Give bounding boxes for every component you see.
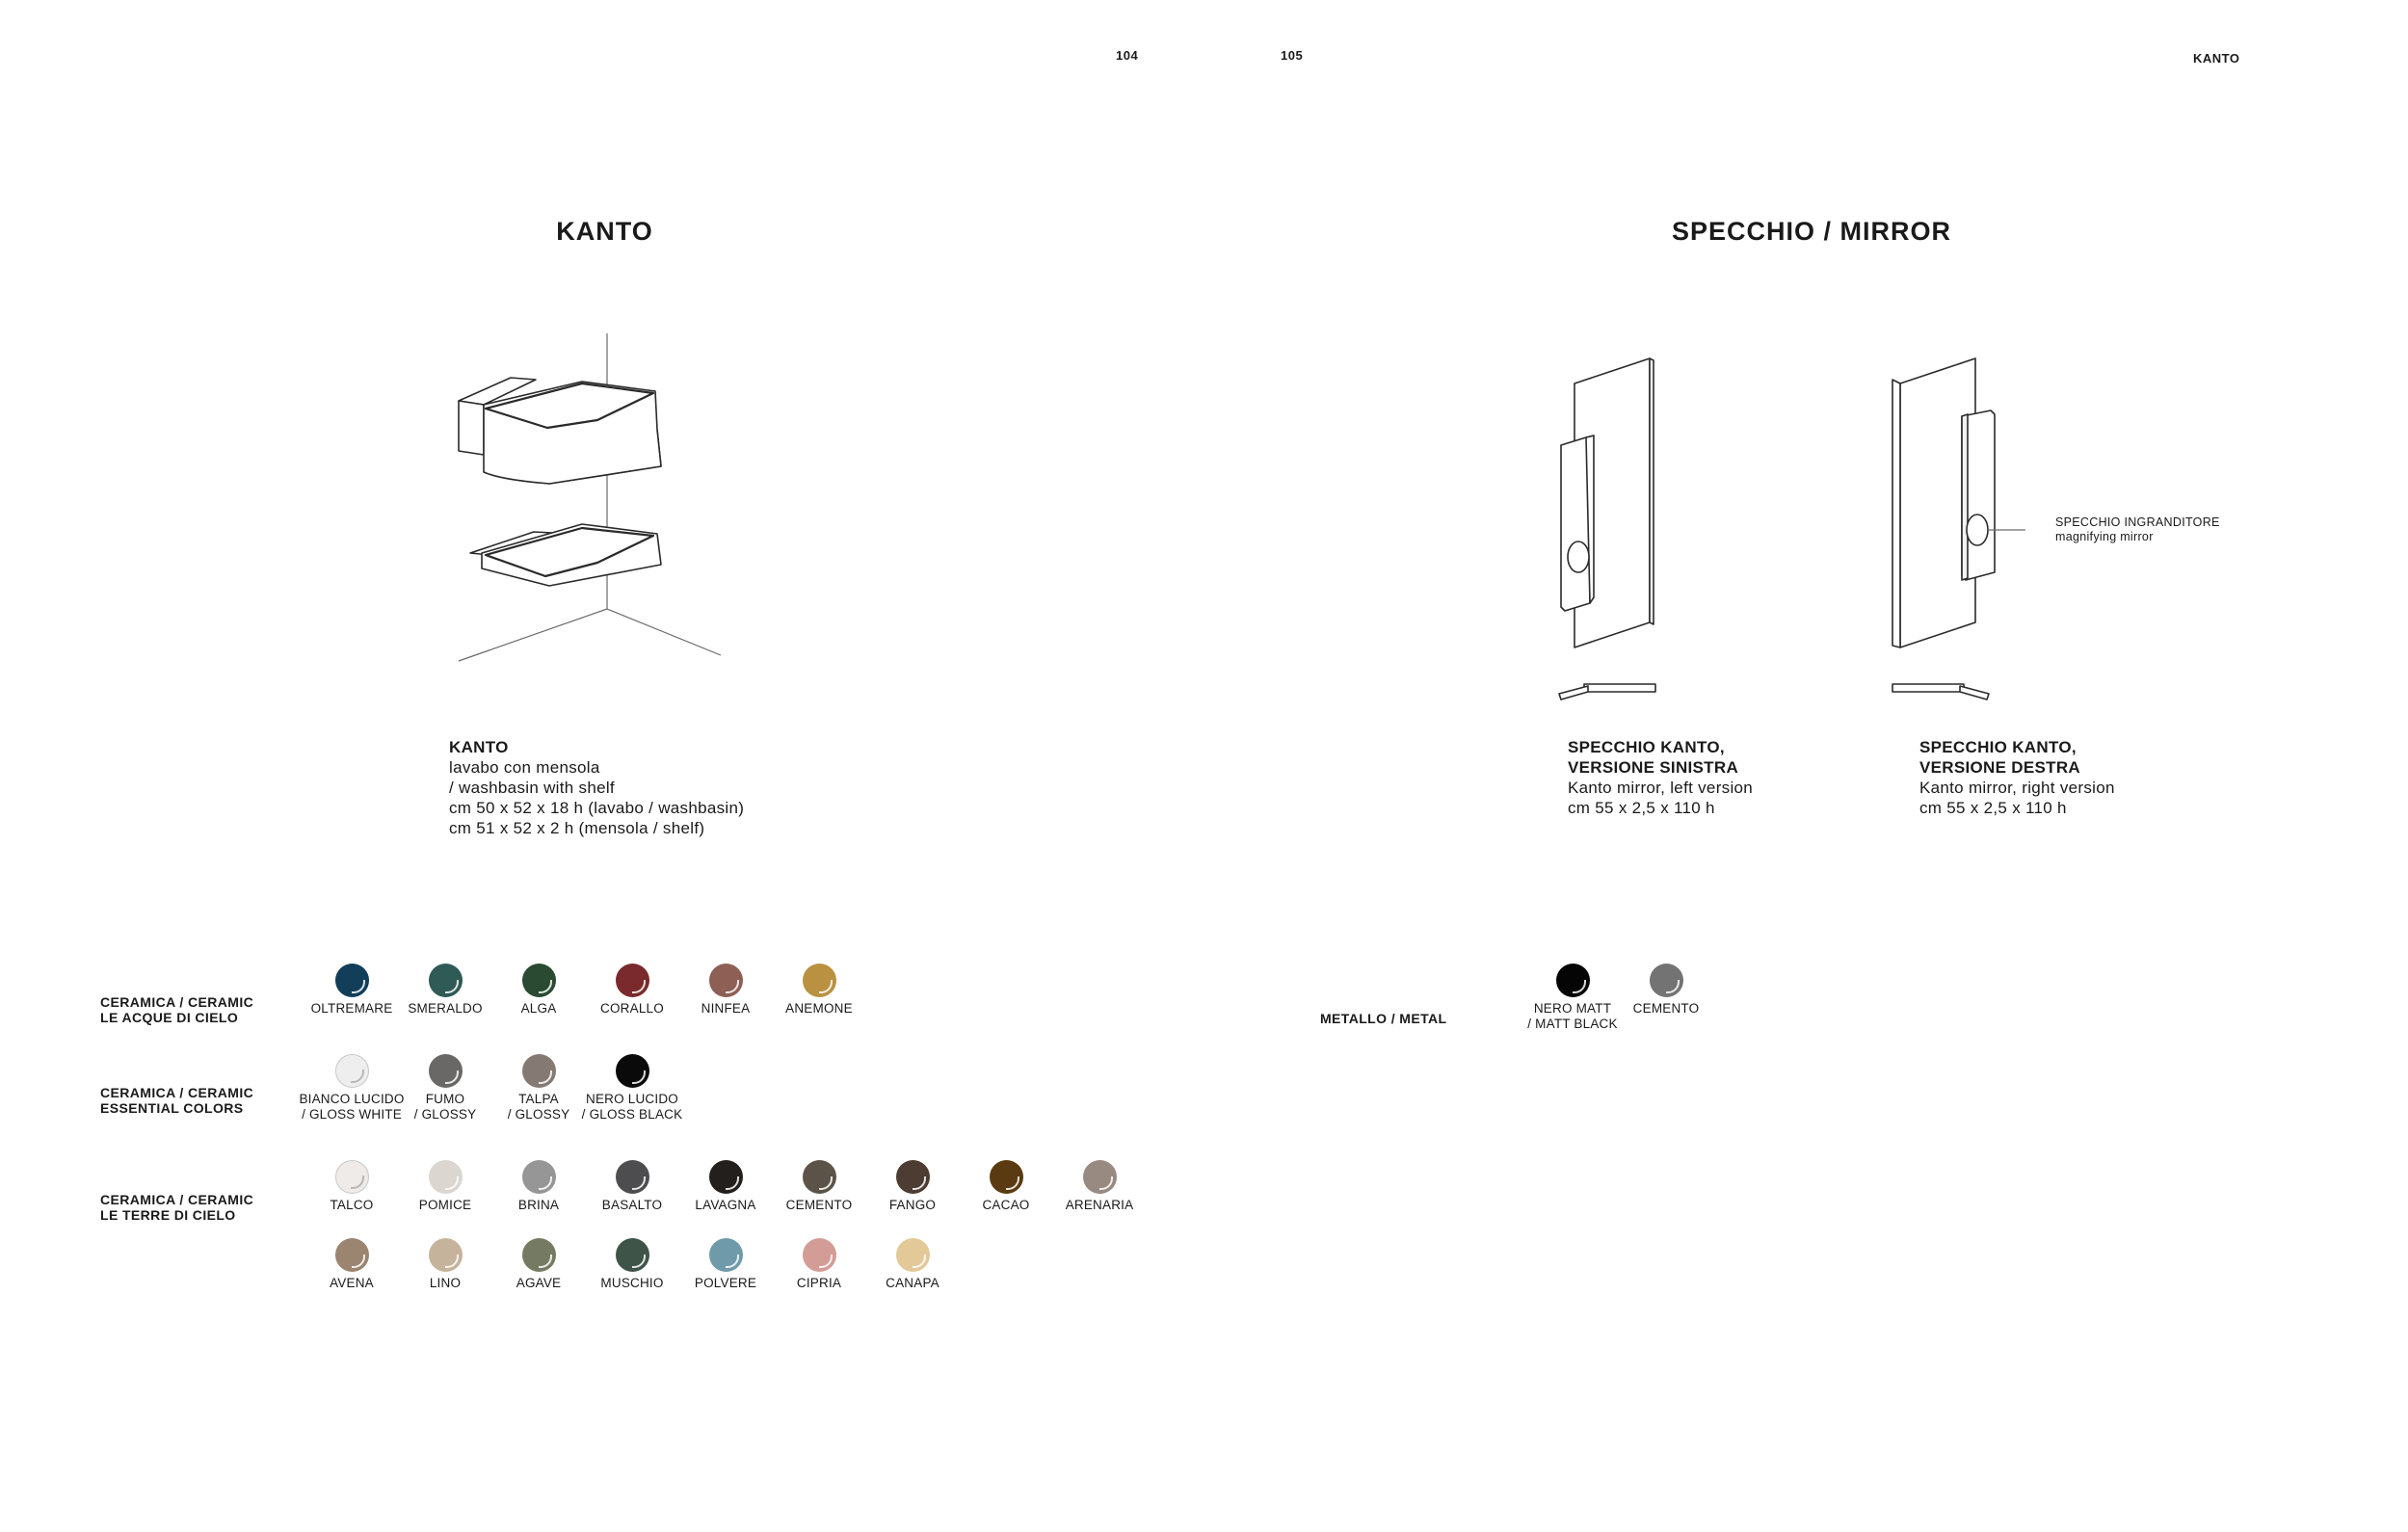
swatch-color-circle <box>429 1238 463 1272</box>
swatch-color-circle <box>335 1160 369 1194</box>
swatch-name: POMICE <box>418 1198 472 1212</box>
gloss-highlight-icon <box>913 1176 926 1190</box>
mirror-right-desc-line: SPECCHIO KANTO, <box>1919 738 2077 756</box>
gloss-highlight-icon <box>819 1255 833 1268</box>
swatch-color-circle <box>1083 1160 1117 1194</box>
swatch-name: CACAO <box>982 1198 1030 1212</box>
swatch-name: LINO <box>429 1276 462 1290</box>
group-label-line: ESSENTIAL COLORS <box>100 1100 244 1116</box>
swatch-color-circle <box>522 1054 556 1088</box>
gloss-highlight-icon <box>445 980 459 993</box>
swatch-name: ANEMONE <box>785 1001 853 1016</box>
swatch-name: BASALTO <box>601 1198 663 1212</box>
swatch-name: SMERALDO <box>408 1001 483 1016</box>
left-page-title: KANTO <box>556 217 653 246</box>
mirror-left-desc-line: VERSIONE SINISTRA <box>1568 758 1739 777</box>
washbasin-desc-line: KANTO <box>449 738 509 756</box>
group-label-essential <box>100 1085 253 1116</box>
gloss-highlight-icon <box>445 1176 459 1190</box>
gloss-highlight-icon <box>819 980 833 993</box>
group-label-acque <box>100 994 253 1025</box>
swatch-name-secondary: / GLOSSY <box>413 1107 477 1122</box>
swatch-color-circle <box>616 1054 649 1088</box>
gloss-highlight-icon <box>726 1255 739 1268</box>
swatch-color-circle <box>709 1160 743 1194</box>
swatch-name-secondary: / GLOSS WHITE <box>302 1107 402 1122</box>
swatch-color-circle <box>335 1054 369 1088</box>
swatch-name: MUSCHIO <box>600 1276 664 1290</box>
swatch-name: POLVERE <box>694 1276 757 1290</box>
gloss-highlight-icon <box>539 1070 552 1084</box>
callout-line-1: SPECCHIO INGRANDITORE <box>2055 515 2220 529</box>
magnifying-mirror-callout <box>2055 515 2220 544</box>
swatch-color-circle <box>803 1160 836 1194</box>
swatch-name-secondary: / GLOSS BLACK <box>581 1107 683 1122</box>
mirror-right-desc-line: Kanto mirror, right version <box>1919 779 2115 797</box>
swatch-color-circle <box>616 964 649 997</box>
swatch-name: ARENARIA <box>1065 1198 1134 1212</box>
gloss-highlight-icon <box>1573 980 1586 993</box>
color-swatch <box>574 1054 690 1123</box>
color-swatch <box>761 964 877 1017</box>
mirror-left-drawing <box>1542 357 1696 703</box>
gloss-highlight-icon <box>726 1176 739 1190</box>
gloss-highlight-icon <box>913 1255 926 1268</box>
mirror-right-drawing <box>1889 357 2043 703</box>
gloss-highlight-icon <box>1006 1176 1019 1190</box>
swatch-color-circle <box>429 1160 463 1194</box>
gloss-highlight-icon <box>632 1176 646 1190</box>
washbasin-desc-line: cm 51 x 52 x 2 h (mensola / shelf) <box>449 819 705 837</box>
group-label-line: LE ACQUE DI CIELO <box>100 1010 239 1025</box>
color-swatch <box>855 1238 970 1291</box>
swatch-name: FUMO <box>425 1092 465 1106</box>
swatch-color-circle <box>522 1160 556 1194</box>
swatch-name: AVENA <box>330 1276 374 1290</box>
color-swatch <box>1042 1160 1157 1213</box>
swatch-color-circle <box>896 1238 930 1272</box>
swatch-color-circle <box>1556 964 1590 997</box>
swatch-color-circle <box>429 1054 463 1088</box>
group-label-line: CERAMICA / CERAMIC <box>100 1192 254 1207</box>
mirror-left-description <box>1568 737 1753 818</box>
mirror-left-desc-line: SPECCHIO KANTO, <box>1568 738 1725 756</box>
swatch-color-circle <box>896 1160 930 1194</box>
swatch-color-circle <box>803 1238 836 1272</box>
group-label-line: LE TERRE DI CIELO <box>100 1207 236 1223</box>
swatch-name: AGAVE <box>516 1276 562 1290</box>
gloss-highlight-icon <box>632 1070 646 1084</box>
swatch-name: NERO MATT <box>1533 1001 1612 1016</box>
swatch-name: NERO LUCIDO <box>586 1092 678 1106</box>
swatch-name: TALCO <box>330 1198 374 1212</box>
group-label-line: CERAMICA / CERAMIC <box>100 994 254 1010</box>
gloss-highlight-icon <box>445 1070 459 1084</box>
swatch-color-circle <box>429 964 463 997</box>
gloss-highlight-icon <box>539 980 552 993</box>
swatch-name: CORALLO <box>600 1001 664 1016</box>
swatch-color-circle <box>709 1238 743 1272</box>
callout-line-2: magnifying mirror <box>2055 530 2154 543</box>
washbasin-description <box>449 737 744 838</box>
swatch-name: ALGA <box>520 1001 557 1016</box>
gloss-highlight-icon <box>726 980 739 993</box>
swatch-color-circle <box>616 1238 649 1272</box>
color-swatch <box>1608 964 1724 1017</box>
gloss-highlight-icon <box>539 1255 552 1268</box>
swatch-name: CEMENTO <box>785 1198 853 1212</box>
washbasin-drawing <box>443 328 732 674</box>
swatch-name: NINFEA <box>701 1001 751 1016</box>
swatch-color-circle <box>709 964 743 997</box>
swatch-name: CANAPA <box>886 1276 939 1290</box>
group-label-terre <box>100 1192 253 1223</box>
washbasin-desc-line: cm 50 x 52 x 18 h (lavabo / washbasin) <box>449 799 745 817</box>
swatch-color-circle <box>522 1238 556 1272</box>
swatch-color-circle <box>1650 964 1683 997</box>
swatch-color-circle <box>335 964 369 997</box>
swatch-name: FANGO <box>888 1198 937 1212</box>
mirror-right-description <box>1919 737 2115 818</box>
swatch-color-circle <box>335 1238 369 1272</box>
gloss-highlight-icon <box>1099 1176 1113 1190</box>
swatch-name: BRINA <box>517 1198 560 1212</box>
swatch-color-circle <box>616 1160 649 1194</box>
swatch-name: TALPA <box>518 1092 559 1106</box>
swatch-name: BIANCO LUCIDO <box>299 1092 405 1106</box>
swatch-color-circle <box>522 964 556 997</box>
group-label-line: CERAMICA / CERAMIC <box>100 1085 254 1100</box>
swatch-name: CIPRIA <box>796 1276 842 1290</box>
gloss-highlight-icon <box>632 980 646 993</box>
mirror-left-desc-line: cm 55 x 2,5 x 110 h <box>1568 799 1715 817</box>
swatch-color-circle <box>990 1160 1023 1194</box>
page-number-left: 104 <box>1116 48 1139 63</box>
swatch-name-secondary: / MATT BLACK <box>1527 1017 1618 1031</box>
section-header: KANTO <box>2193 51 2240 66</box>
group-label-metal: METALLO / METAL <box>1320 1011 1447 1026</box>
gloss-highlight-icon <box>352 980 365 993</box>
swatch-name: OLTREMARE <box>310 1001 393 1016</box>
gloss-highlight-icon <box>819 1176 833 1190</box>
gloss-highlight-icon <box>539 1176 552 1190</box>
swatch-color-circle <box>803 964 836 997</box>
swatch-name-secondary: / GLOSSY <box>507 1107 570 1122</box>
gloss-highlight-icon <box>351 1070 364 1083</box>
gloss-highlight-icon <box>445 1255 459 1268</box>
swatch-name: LAVAGNA <box>695 1198 756 1212</box>
right-page-title: SPECCHIO / MIRROR <box>1671 217 1952 246</box>
gloss-highlight-icon <box>351 1175 364 1189</box>
mirror-right-desc-line: VERSIONE DESTRA <box>1919 758 2080 777</box>
gloss-highlight-icon <box>632 1255 646 1268</box>
washbasin-desc-line: lavabo con mensola <box>449 758 600 777</box>
page-number-right: 105 <box>1281 48 1304 63</box>
mirror-right-desc-line: cm 55 x 2,5 x 110 h <box>1919 799 2067 817</box>
mirror-left-desc-line: Kanto mirror, left version <box>1568 779 1754 797</box>
gloss-highlight-icon <box>352 1255 365 1268</box>
washbasin-desc-line: / washbasin with shelf <box>449 779 615 797</box>
gloss-highlight-icon <box>1666 980 1680 993</box>
swatch-name: CEMENTO <box>1632 1001 1700 1016</box>
